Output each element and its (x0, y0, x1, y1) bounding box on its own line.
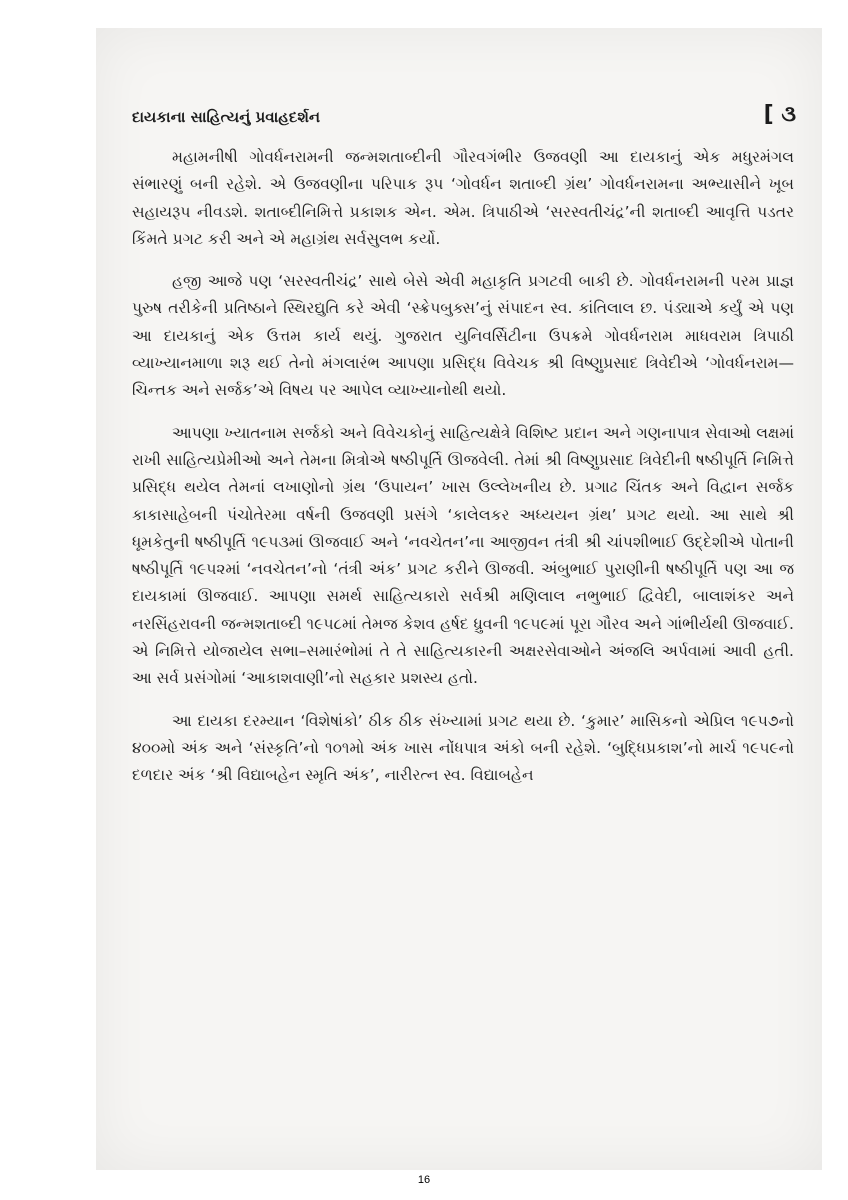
header-page-marker: [ ૩ (763, 102, 796, 127)
running-header (132, 102, 796, 138)
paragraph: મહામનીષી ગોવર્ધનરામની જન્મશતાબ્દીની ગૌરવગંભીર ઉજવણી આ દાયકાનું એક મધુરમંગલ સંભારણું બની રહેશે. એ ઉજવણીના પરિપાક રૂપ ‘ગોવર્ધન શતાબ્દી ગ્રંથ’ ગોવર્ધનરામના અભ્યાસીને ખૂબ સહાયરૂપ નીવડશે. શતાબ્દીનિમિત્તે પ્રકાશક એન. એમ. ત્રિપાઠીએ ‘સરસ્વતીચંદ્ર’ની શતાબ્દી આવૃત્તિ પડતર કિંમતે પ્રગટ કરી અને એ મહાગ્રંથ સર્વસુલભ કર્યો. (132, 148, 794, 248)
paragraph: આપણા ખ્યાતનામ સર્જકો અને વિવેચકોનું સાહિત્યક્ષેત્રે વિશિષ્ટ પ્રદાન અને ગણનાપાત્ર સેવાઓ લક્ષમાં રાખી સાહિત્યપ્રેમીઓ અને તેમના મિત્રોએ ષષ્ઠીપૂર્તિ ઊજવેલી. તેમાં શ્રી વિષ્ણુપ્રસાદ ત્રિવેદીની ષષ્ઠીપૂર્તિ નિમિત્તે પ્રસિદ્ધ થયેલ તેમનાં લખાણોનો ગ્રંથ ‘ઉપાયન’ ખાસ ઉલ્લેખનીય છે. પ્રગાઢ ચિંતક અને વિદ્વાન સર્જક કાકાસાહેબની પંચોતેરમા વર્ષની ઉજવણી પ્રસંગે ‘કાલેલકર અધ્યયન ગ્રંથ’ પ્રગટ થયો. આ સાથે શ્રી ધૂમકેતુની ષષ્ઠીપૂર્તિ ૧૯૫૩માં ઊજવાઈ અને ‘નવચેતન’ના આજીવન તંત્રી શ્રી ચાંપશીભાઈ ઉદ્દેશીએ પોતાની ષષ્ઠીપૂર્તિ ૧૯૫૨માં ‘નવચેતન’નો ‘તંત્રી અંક’ પ્રગટ કરીને ઊજવી. અંબુભાઈ પુરાણીની ષષ્ઠીપૂર્તિ પણ આ જ દાયકામાં ઊજવાઈ. આપણા સમર્થ સાહિત્યકારો સર્વશ્રી મણિલાલ નભુભાઈ દ્વિવેદી, બાલાશંકર અને નરસિંહરાવની જન્મશતાબ્દી ૧૯૫૮માં તેમજ કેશવ હર્ષદ ધ્રુવની ૧૯૫૯માં પૂરા ગૌરવ અને ગાંભીર્યથી ઊજવાઈ. એ નિમિત્તે યોજાયેલ સભા–સમારંભોમાં તે તે સાહિત્યકારની અક્ષરસેવાઓને અંજલિ અર્પવામાં આવી હતી. આ સર્વ પ્રસંગોમાં ‘આકાશવાણી’નો સહકાર પ્રશસ્ય હતો. (132, 423, 794, 688)
page-number: 16 (417, 1174, 431, 1186)
header-title: દાયકાના સાહિત્યનું પ્રવાહદર્શન (132, 108, 321, 126)
body-text (132, 144, 794, 805)
paragraph: હજી આજે પણ ‘સરસ્વતીચંદ્ર’ સાથે બેસે એવી મહાકૃતિ પ્રગટવી બાકી છે. ગોવર્ધનરામની પરમ પ્રાજ્ઞ પુરુષ તરીકેની પ્રતિષ્ઠાને સ્થિરદ્યુતિ કરે એવી ‘સ્ક્રેપબુક્સ’નું સંપાદન સ્વ. કાંતિલાલ છ. પંડ્યાએ કર્યું એ પણ આ દાયકાનું એક ઉત્તમ કાર્ય થયું. ગુજરાત યુનિવર્સિટીના ઉપક્રમે ગોવર્ધનરામ માધવરામ ત્રિપાઠી વ્યાખ્યાનમાળા શરૂ થઈ તેનો મંગલારંભ આપણા પ્રસિદ્ધ વિવેચક શ્રી વિષ્ણુપ્રસાદ ત્રિવેદીએ ‘ગોવર્ધનરામ—ચિન્તક અને સર્જક’એ વિષય પર આપેલ વ્યાખ્યાનોથી થયો. (132, 272, 794, 400)
paragraph: આ દાયકા દરમ્યાન ‘વિશેષાંકો’ ઠીક ઠીક સંખ્યામાં પ્રગટ થયા છે. ‘કુમાર’ માસિકનો એપ્રિલ ૧૯૫૭નો ૪૦૦મો અંક અને ‘સંસ્કૃતિ’નો ૧૦૧મો અંક ખાસ નોંધપાત્ર અંકો બની રહેશે. ‘બુદ્ધિપ્રકાશ’નો માર્ચ ૧૯૫૯નો દળદાર અંક ‘શ્રી વિદ્યાબહેન સ્મૃતિ અંક’, નારીરત્ન સ્વ. વિદ્યાબહેન (132, 711, 794, 785)
scanned-page (96, 28, 822, 1170)
